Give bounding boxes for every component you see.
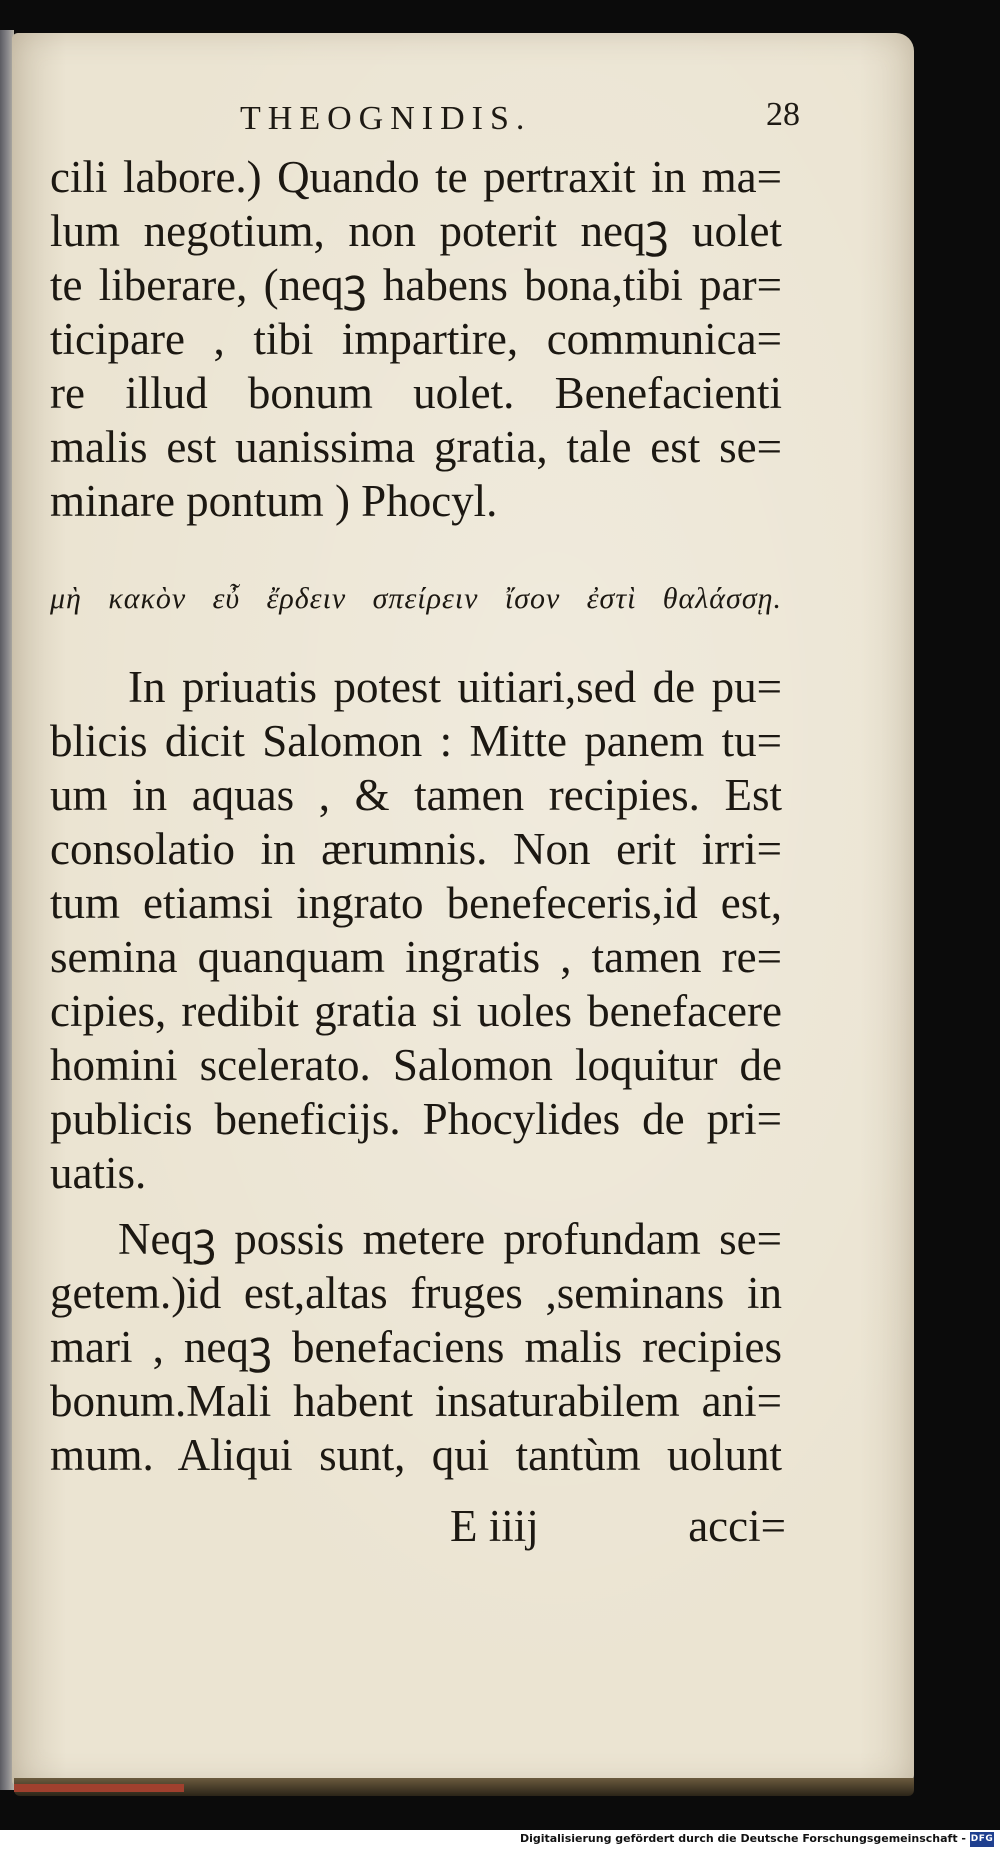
footer-credit: Digitalisierung gefördert durch die Deutsche Forschungsgemeinschaft - [519,1832,966,1845]
text-line: blicis dicit Salomon : Mitte panem tu= [50,716,782,766]
catchword: acci= [688,1501,786,1551]
text-line: uatis. [50,1148,147,1198]
text-line: re illud bonum uolet. Benefacienti [50,368,782,418]
text-line: cili labore.) Quando te pertraxit in ma= [50,152,782,202]
text-line: te liberare, (neqꝫ habens bona,tibi par= [50,260,782,310]
text-line: bonum.Mali habent insaturabilem ani= [50,1376,782,1426]
text-line: um in aquas , & tamen recipies. Est [50,770,782,820]
text-line: minare pontum ) Phocyl. [50,476,498,526]
text-line: cipies, redibit gratia si uoles benefacere [50,986,782,1036]
text-line: tum etiamsi ingrato benefeceris,id est, [50,878,782,928]
dfg-logo: DFG [970,1832,994,1847]
text-line: homini scelerato. Salomon loquitur de [50,1040,782,1090]
page-number: 28 [766,96,800,133]
text-line: In priuatis potest uitiari,sed de pu= [128,662,782,712]
greek-verse-line: μὴ κακὸν εὖ ἔρδειν σπείρειν ἴσον ἐστὶ θαλάσσῃ. [50,582,782,615]
text-line: lum negotium, non poterit neqꝫ uolet [50,206,782,256]
text-line: malis est uanissima gratia, tale est se= [50,422,782,472]
digitization-footer [0,1830,1000,1851]
text-line: Neqꝫ possis metere profundam se= [118,1214,782,1264]
text-line: mari , neqꝫ benefaciens malis recipies [50,1322,782,1372]
signature-line [450,1500,786,1554]
text-line: semina quanquam ingratis , tamen re= [50,932,782,982]
text-line: getem.)id est,altas fruges ,seminans in [50,1268,782,1318]
red-ribbon-mark [14,1784,184,1792]
text-line: mum. Aliqui sunt, qui tantùm uolunt [50,1430,782,1480]
signature-mark: E iiij [450,1501,539,1551]
text-line: publicis beneficijs. Phocylides de pri= [50,1094,782,1144]
text-line: ticipare , tibi impartire, communica= [50,314,782,364]
page-header [240,96,800,144]
running-head: THEOGNIDIS. [240,100,532,137]
text-line: consolatio in ærumnis. Non erit irri= [50,824,782,874]
